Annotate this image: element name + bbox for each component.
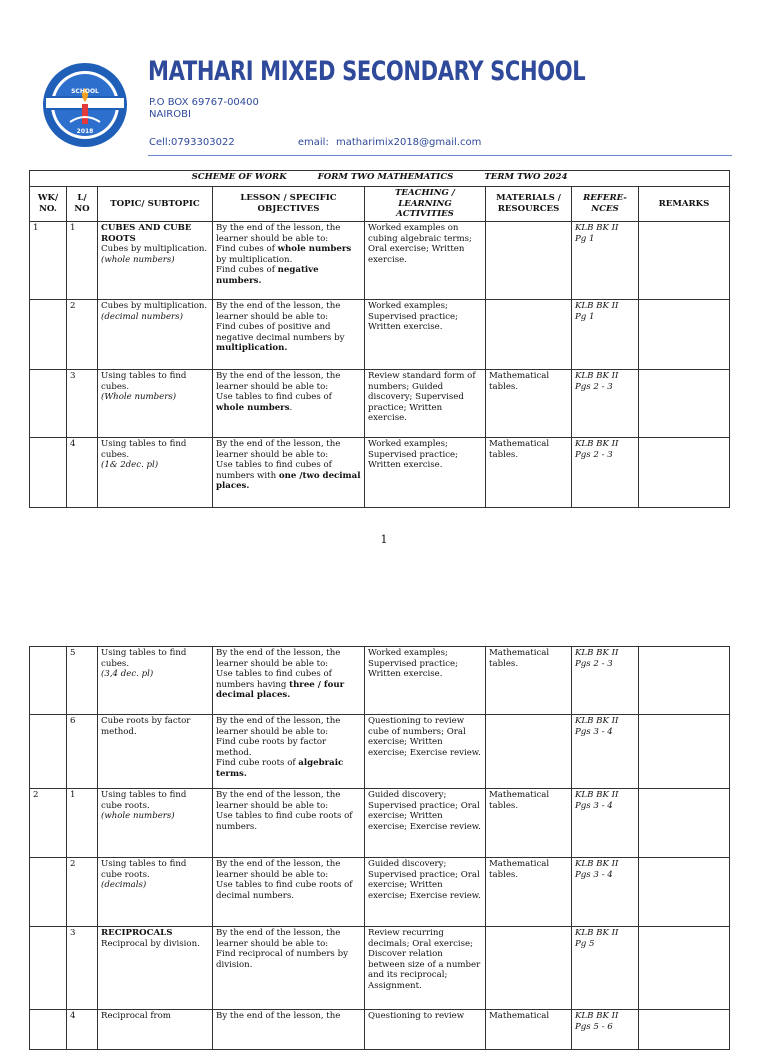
- activities-cell: Worked examples; Supervised practice; Written exercise.: [365, 438, 486, 508]
- scheme-table-page-2: [29, 646, 730, 1050]
- wk-cell: [30, 370, 67, 438]
- objectives-cell: By the end of the lesson, the learner should be able to: Find reciprocal of numbers by division.: [213, 927, 365, 1010]
- po-box: P.O BOX 69767-00400: [149, 97, 259, 108]
- objectives-cell: By the end of the lesson, the learner should be able to: Use tables to find cubes of whole numbers.: [213, 370, 365, 438]
- topic-cell: Reciprocal from: [98, 1010, 213, 1050]
- activities-cell: Worked examples; Supervised practice; Written exercise.: [365, 647, 486, 715]
- table-row: [30, 715, 730, 789]
- l-cell: 5: [67, 647, 98, 715]
- objectives-cell: By the end of the lesson, the learner should be able to: Use tables to find cubes of numbers having three / four decimal places.: [213, 647, 365, 715]
- materials-cell: Mathematical tables.: [486, 789, 572, 858]
- remarks-cell: [639, 927, 730, 1010]
- activities-cell: Guided discovery; Supervised practice; Oral exercise; Written exercise; Exercise review.: [365, 858, 486, 927]
- email-address[interactable]: matharimix2018@gmail.com: [336, 137, 482, 148]
- materials-cell: Mathematical tables.: [486, 647, 572, 715]
- remarks-cell: [639, 715, 730, 789]
- wk-cell: [30, 438, 67, 508]
- logo-year: 2018: [76, 128, 94, 135]
- topic-cell: Cubes by multiplication. (decimal numbers): [98, 300, 213, 370]
- objectives-cell: By the end of the lesson, the learner should be able to: Find cubes of whole numbers by multiplication. Find cubes of negative numbers.: [213, 222, 365, 300]
- l-cell: 3: [67, 370, 98, 438]
- school-name: MATHARI MIXED SECONDARY SCHOOL: [148, 56, 586, 87]
- wk-cell: [30, 647, 67, 715]
- wk-cell: 2: [30, 789, 67, 858]
- references-cell: KLB BK II Pgs 3 - 4: [572, 789, 639, 858]
- references-cell: KLB BK II Pg 5: [572, 927, 639, 1010]
- title-form: FORM TWO MATHEMATICS: [317, 172, 454, 182]
- topic-cell: Using tables to find cube roots. (whole numbers): [98, 789, 213, 858]
- activities-cell: Guided discovery; Supervised practice; Oral exercise; Written exercise; Exercise review.: [365, 789, 486, 858]
- remarks-cell: [639, 858, 730, 927]
- cell-number: Cell:0793303022: [149, 137, 235, 148]
- l-cell: 3: [67, 927, 98, 1010]
- topic-cell: Using tables to find cube roots. (decimals): [98, 858, 213, 927]
- l-cell: 2: [67, 858, 98, 927]
- page-number: 1: [380, 533, 388, 546]
- remarks-cell: [639, 300, 730, 370]
- title-row: [30, 171, 730, 187]
- col-remarks: REMARKS: [639, 187, 730, 222]
- logo-top-text: SCHOOL: [71, 88, 99, 95]
- remarks-cell: [639, 438, 730, 508]
- table-row: [30, 370, 730, 438]
- objectives-cell: By the end of the lesson, the learner should be able to: Find cube roots by factor method. Find cube roots of algebraic terms.: [213, 715, 365, 789]
- l-cell: 2: [67, 300, 98, 370]
- col-materials: MATERIALS / RESOURCES: [486, 187, 572, 222]
- header-divider: [148, 155, 732, 156]
- wk-cell: 1: [30, 222, 67, 300]
- scheme-table-page-1: [29, 170, 730, 508]
- references-cell: KLB BK II Pgs 5 - 6: [572, 1010, 639, 1050]
- city: NAIROBI: [149, 109, 191, 120]
- topic-cell: Cube roots by factor method.: [98, 715, 213, 789]
- remarks-cell: [639, 222, 730, 300]
- references-cell: KLB BK II Pgs 2 - 3: [572, 438, 639, 508]
- materials-cell: [486, 715, 572, 789]
- references-cell: KLB BK II Pg 1: [572, 222, 639, 300]
- table-row: [30, 222, 730, 300]
- table-row: [30, 300, 730, 370]
- references-cell: KLB BK II Pg 1: [572, 300, 639, 370]
- title-scheme: SCHEME OF WORK: [191, 172, 287, 182]
- topic-cell: RECIPROCALS Reciprocal by division.: [98, 927, 213, 1010]
- materials-cell: [486, 927, 572, 1010]
- col-lesson: L/ NO: [67, 187, 98, 222]
- col-objectives: LESSON / SPECIFIC OBJECTIVES: [213, 187, 365, 222]
- references-cell: KLB BK II Pgs 2 - 3: [572, 647, 639, 715]
- wk-cell: [30, 715, 67, 789]
- table-row: [30, 438, 730, 508]
- objectives-cell: By the end of the lesson, the learner should be able to: Find cubes of positive and negative decimal numbers by multiplication.: [213, 300, 365, 370]
- school-logo: [40, 60, 130, 150]
- wk-cell: [30, 1010, 67, 1050]
- activities-cell: Questioning to review cube of numbers; Oral exercise; Written exercise; Exercise review.: [365, 715, 486, 789]
- wk-cell: [30, 300, 67, 370]
- table-row: [30, 1010, 730, 1050]
- objectives-cell: By the end of the lesson, the learner should be able to: Use tables to find cube roots of numbers.: [213, 789, 365, 858]
- contact-line: [149, 137, 481, 148]
- wk-cell: [30, 927, 67, 1010]
- topic-cell: Using tables to find cubes. (Whole numbers): [98, 370, 213, 438]
- col-references: REFERE- NCES: [572, 187, 639, 222]
- header-row: [30, 187, 730, 222]
- materials-cell: Mathematical: [486, 1010, 572, 1050]
- references-cell: KLB BK II Pgs 3 - 4: [572, 715, 639, 789]
- remarks-cell: [639, 647, 730, 715]
- remarks-cell: [639, 370, 730, 438]
- topic-cell: Using tables to find cubes. (1& 2dec. pl): [98, 438, 213, 508]
- references-cell: KLB BK II Pgs 3 - 4: [572, 858, 639, 927]
- l-cell: 4: [67, 438, 98, 508]
- activities-cell: Worked examples; Supervised practice; Written exercise.: [365, 300, 486, 370]
- l-cell: 4: [67, 1010, 98, 1050]
- materials-cell: Mathematical tables.: [486, 438, 572, 508]
- table-row: [30, 789, 730, 858]
- activities-cell: Review recurring decimals; Oral exercise; Discover relation between size of a number and its reciprocal; Assignment.: [365, 927, 486, 1010]
- col-activities: TEACHING / LEARNING ACTIVITIES: [365, 187, 486, 222]
- objectives-cell: By the end of the lesson, the learner should be able to: Use tables to find cube roots of decimal numbers.: [213, 858, 365, 927]
- remarks-cell: [639, 1010, 730, 1050]
- table-row: [30, 858, 730, 927]
- col-wk: WK/ NO.: [30, 187, 67, 222]
- activities-cell: Review standard form of numbers; Guided discovery; Supervised practice; Written exercise.: [365, 370, 486, 438]
- topic-cell: CUBES AND CUBE ROOTS Cubes by multiplication. (whole numbers): [98, 222, 213, 300]
- title-term: TERM TWO 2024: [484, 172, 568, 182]
- l-cell: 1: [67, 222, 98, 300]
- materials-cell: [486, 222, 572, 300]
- email-label: email:: [297, 137, 329, 148]
- l-cell: 1: [67, 789, 98, 858]
- activities-cell: Worked examples on cubing algebraic terms; Oral exercise; Written exercise.: [365, 222, 486, 300]
- materials-cell: Mathematical tables.: [486, 370, 572, 438]
- materials-cell: Mathematical tables.: [486, 858, 572, 927]
- references-cell: KLB BK II Pgs 2 - 3: [572, 370, 639, 438]
- objectives-cell: By the end of the lesson, the learner should be able to: Use tables to find cubes of numbers with one /two decimal places.: [213, 438, 365, 508]
- materials-cell: [486, 300, 572, 370]
- objectives-cell: By the end of the lesson, the: [213, 1010, 365, 1050]
- topic-cell: Using tables to find cubes. (3,4 dec. pl): [98, 647, 213, 715]
- col-topic: TOPIC/ SUBTOPIC: [98, 187, 213, 222]
- table-row: [30, 927, 730, 1010]
- wk-cell: [30, 858, 67, 927]
- activities-cell: Questioning to review: [365, 1010, 486, 1050]
- remarks-cell: [639, 789, 730, 858]
- table-row: [30, 647, 730, 715]
- l-cell: 6: [67, 715, 98, 789]
